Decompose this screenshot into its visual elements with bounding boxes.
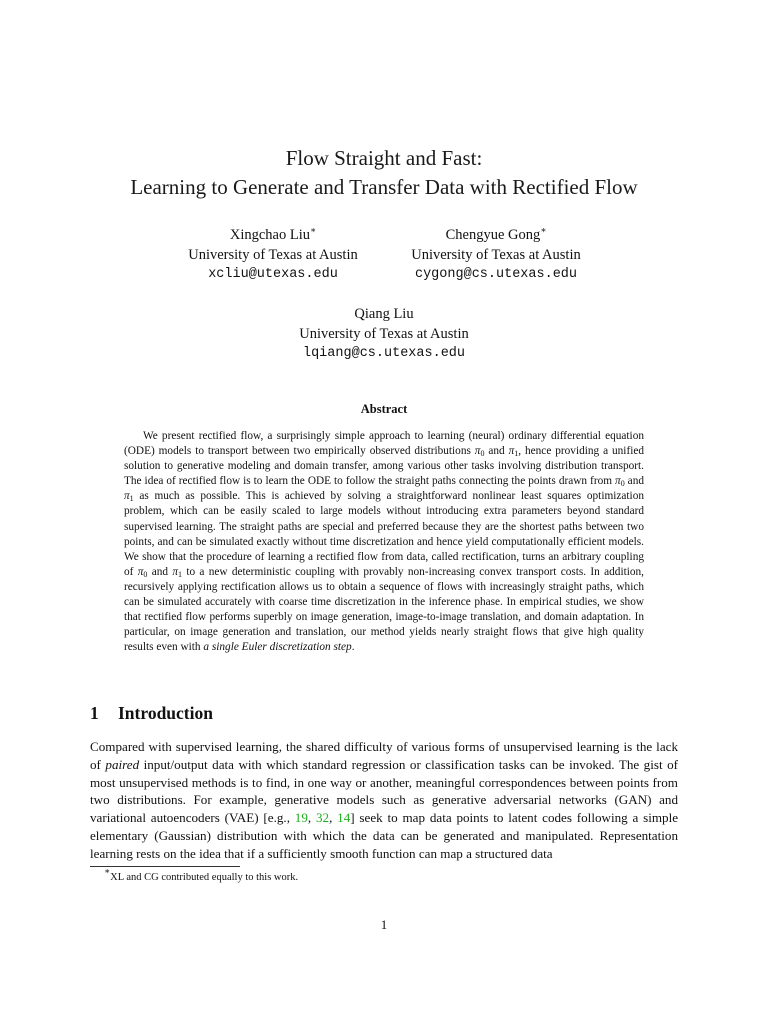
title-line-1: Flow Straight and Fast: [285,146,483,170]
page-number: 1 [380,917,388,932]
author-footnote-mark: ∗ [540,225,547,235]
footnote-divider [90,866,240,867]
citation-link[interactable]: 19 [294,810,308,826]
abstract-emphasis: a single Euler discretization step [203,641,352,654]
abstract-body: We present rectified flow, a surprisingly simple approach to learning (neural) ordinary differential equation (ODE) models to transport between two empirically observed distributions $\pi_0$ and $\pi_1$, hence providing a unified solution to generative modeling and domain transfer, among various other tasks involving distribution transport. The idea of rectified flow is to learn the ODE to follow the straight paths connecting the points drawn from $\pi_0$ and $\pi_1$ as much as possible. This is achieved by solving a straightforward nonlinear least squares optimization problem, which can be easily scaled to large models without introducing extra parameters beyond standard supervised learning. The straight paths are special and preferred because they are the shortest paths between two points, and can be simulated exactly without time discretization and hence yield computationally efficient models. We show that the procedure of learning a rectified flow from data, called rectification, turns an arbitrary coupling of $\pi_0$ and $\pi_1$ to a new deterministic coupling with provably non-increasing convex transport costs. In addition, recursively applying rectification allows us to obtain a sequence of flows with increasingly straight paths, which can be simulated accurately with coarse time discretization in the inference phase. In empirical studies, we show that rectified flow performs superbly on image generation, image-to-image translation, and domain adaptation. In particular, on image generation and translation, our method yields nearly straight flows that give high quality results even with a single Euler discretization step. [124,430,645,654]
footnote-mark: ∗ [104,866,111,876]
author-email[interactable]: xcliu@utexas.edu [208,267,338,282]
title-line-2: Learning to Generate and Transfer Data with Rectified Flow [130,175,638,199]
section-title: Introduction [118,703,213,723]
footnote [104,866,299,885]
author-email[interactable]: lqiang@cs.utexas.edu [302,346,466,361]
author-footnote-mark: ∗ [310,225,317,235]
author-email[interactable]: cygong@cs.utexas.edu [414,267,578,282]
footnote-text: XL and CG contributed equally to this work. [110,872,299,883]
author-affiliation: University of Texas at Austin [188,246,358,263]
introduction-paragraph: Compared with supervised learning, the shared difficulty of various forms of unsupervised learning is the lack of paired input/output data with which standard regression or classification tasks can be invoked. The gist of most unsupervised methods is to find, in one way or another, meaningful correspondences between points from two distributions. For example, generative models such as generative adversarial networks (GAN) and variational autoencoders (VAE) [e.g., 19, 32, 14] seek to map data points to latent codes following a simple elementary (Gaussian) distribution with which the data can be generated and manipulated. Representation learning rests on the idea that if a sufficiently smooth function can map a structured data [90,739,679,861]
author-affiliation: University of Texas at Austin [299,325,469,342]
section-number: 1 [90,703,99,723]
paired-emphasis: paired [105,756,140,772]
author-name: Xingchao Liu [229,227,310,243]
citation-link[interactable]: 32 [315,810,330,826]
author-name: Qiang Liu [354,306,414,322]
author-affiliation: University of Texas at Austin [411,246,581,263]
author-block-3 [244,305,524,364]
section-heading-introduction [90,702,213,724]
author-name: Chengyue Gong [445,227,541,243]
citation-link[interactable]: 14 [337,810,351,826]
abstract-heading: Abstract [360,402,408,416]
paper-title [0,144,768,202]
author-block-2 [356,226,636,285]
